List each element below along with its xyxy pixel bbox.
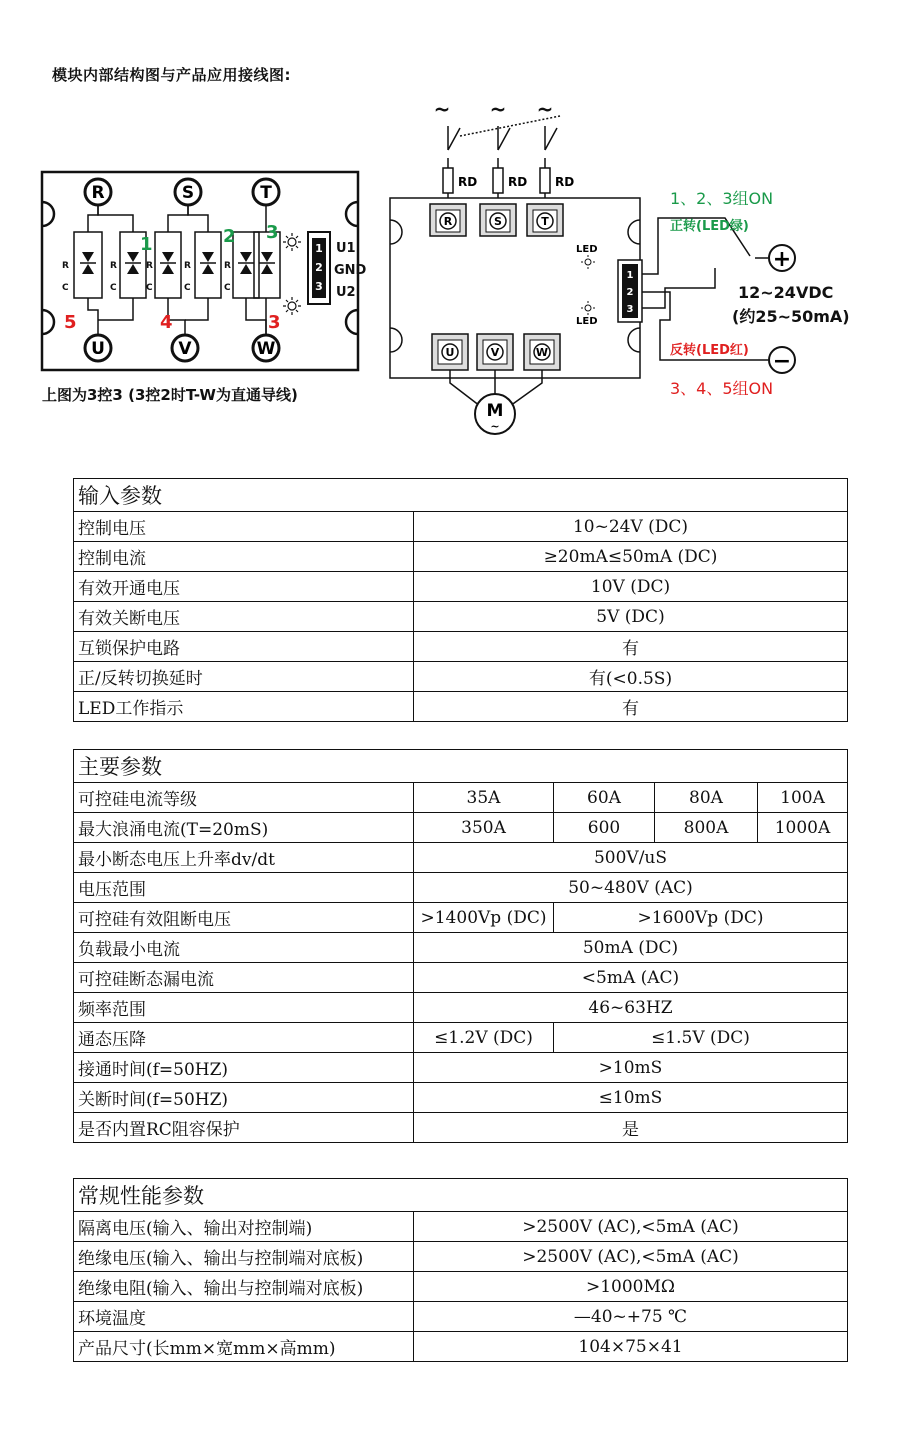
table-row: 关断时间(f=50HZ) ≤10mS	[74, 1083, 848, 1113]
terminal-t	[527, 204, 563, 236]
svg-text:3: 3	[315, 280, 323, 293]
group-number: 2	[223, 226, 236, 247]
forward-label: 正转(LED绿)	[670, 219, 749, 234]
internal-structure-diagram	[40, 170, 367, 375]
svg-text:V: V	[178, 339, 192, 359]
svg-text:C: C	[184, 283, 191, 293]
table-row: 控制电流 ≥20mA≤50mA (DC)	[74, 542, 848, 572]
svg-text:RD: RD	[458, 175, 478, 189]
svg-text:C: C	[62, 283, 69, 293]
table-row: 绝缘电压(输入、输出与控制端对底板) >2500V (AC),<5mA (AC)	[74, 1242, 848, 1272]
fuse-rd	[443, 168, 477, 193]
table-row: 负载最小电流 50mA (DC)	[74, 933, 848, 963]
control-connector	[618, 260, 642, 322]
fuse-rd	[493, 168, 527, 193]
svg-text:V: V	[490, 346, 500, 359]
table-row: 通态压降 ≤1.2V (DC) ≤1.5V (DC)	[74, 1023, 848, 1053]
terminal-s	[175, 179, 201, 205]
svg-text:R: R	[184, 261, 191, 271]
svg-text:T: T	[541, 215, 549, 228]
svg-text:RD: RD	[508, 175, 528, 189]
table-row: 有效开通电压 10V (DC)	[74, 572, 848, 602]
phase-symbols	[434, 97, 554, 121]
table-row: 可控硅断态漏电流 <5mA (AC)	[74, 963, 848, 993]
table-row: 电压范围 50~480V (AC)	[74, 873, 848, 903]
svg-text:~: ~	[489, 97, 507, 121]
svg-text:GND: GND	[334, 263, 367, 278]
terminal-s	[480, 204, 516, 236]
svg-text:−: −	[772, 349, 792, 374]
svg-text:C: C	[110, 283, 117, 293]
led-label: LED	[576, 316, 598, 327]
section-heading: 模块内部结构图与产品应用接线图:	[52, 66, 292, 84]
table-row: 正/反转切换延时 有(<0.5S)	[74, 662, 848, 692]
svg-text:~: ~	[490, 420, 500, 433]
table-row: 控制电压 10~24V (DC)	[74, 512, 848, 542]
table-row: 最大浪涌电流(T=20mS) 350A 600 800A 1000A	[74, 813, 848, 843]
group-number: 3	[268, 312, 281, 333]
terminal-t	[253, 179, 279, 205]
svg-text:W: W	[535, 346, 549, 359]
fuse-rd	[540, 168, 574, 193]
terminal-r	[430, 204, 466, 236]
voltage-label: 12~24VDC	[738, 283, 834, 302]
table-row: 可控硅电流等级 35A 60A 80A 100A	[74, 783, 848, 813]
svg-text:3: 3	[626, 304, 634, 315]
svg-text:R: R	[224, 261, 231, 271]
table-row: 产品尺寸(长mm×宽mm×高mm) 104×75×41	[74, 1332, 848, 1362]
table-row: 接通时间(f=50HZ) >10mS	[74, 1053, 848, 1083]
table-row: 频率范围 46~63HZ	[74, 993, 848, 1023]
svg-text:RD: RD	[555, 175, 575, 189]
svg-text:R: R	[443, 215, 453, 228]
svg-text:2: 2	[315, 261, 323, 274]
table-row: LED工作指示 有	[74, 692, 848, 722]
svg-text:S: S	[181, 183, 195, 203]
svg-text:U1: U1	[336, 241, 356, 256]
svg-text:W: W	[256, 339, 276, 359]
table-row: 绝缘电阻(输入、输出与控制端对底板) >1000MΩ	[74, 1272, 848, 1302]
pin-labels	[334, 241, 367, 300]
minus-terminal-icon	[769, 347, 795, 374]
reverse-groups-label: 3、4、5组ON	[670, 379, 774, 398]
group-number: 3	[266, 222, 279, 243]
svg-text:S: S	[494, 215, 502, 228]
group-number: 5	[64, 312, 77, 333]
forward-groups-label: 1、2、3组ON	[670, 189, 774, 208]
svg-text:+: +	[772, 247, 792, 272]
main-params-table	[73, 749, 848, 1143]
terminal-u	[432, 334, 468, 370]
svg-text:1: 1	[626, 270, 634, 281]
current-label: (约25~50mA)	[732, 307, 850, 326]
control-connector	[308, 232, 330, 304]
svg-text:R: R	[62, 261, 69, 271]
terminal-r	[85, 179, 111, 205]
terminal-v	[477, 334, 513, 370]
plus-terminal-icon	[769, 245, 795, 272]
table-row: 是否内置RC阻容保护 是	[74, 1113, 848, 1143]
svg-text:R: R	[146, 261, 153, 271]
table-row: 可控硅有效阻断电压 >1400Vp (DC) >1600Vp (DC)	[74, 903, 848, 933]
input-params-table	[73, 478, 848, 722]
svg-text:U: U	[445, 346, 455, 359]
table-row: 有效关断电压 5V (DC)	[74, 602, 848, 632]
led-label: LED	[576, 244, 598, 255]
svg-text:C: C	[224, 283, 231, 293]
reverse-label: 反转(LED红)	[670, 343, 749, 358]
terminal-w	[524, 334, 560, 370]
svg-text:1: 1	[315, 242, 323, 255]
table-row: 隔离电压(输入、输出对控制端) >2500V (AC),<5mA (AC)	[74, 1212, 848, 1242]
general-params-table	[73, 1178, 848, 1362]
svg-text:R: R	[110, 261, 117, 271]
diagram-caption: 上图为3控3 (3控2时T-W为直通导线)	[42, 386, 298, 404]
motor-icon	[475, 394, 515, 434]
svg-text:T: T	[260, 183, 272, 203]
svg-text:M: M	[486, 401, 504, 421]
section-title: 常规性能参数	[74, 1179, 848, 1212]
svg-text:U2: U2	[336, 285, 356, 300]
terminal-w	[253, 335, 279, 361]
svg-text:2: 2	[626, 287, 634, 298]
svg-text:C: C	[146, 283, 153, 293]
svg-text:~: ~	[536, 97, 554, 121]
terminal-u	[85, 335, 111, 361]
table-row: 互锁保护电路 有	[74, 632, 848, 662]
group-number: 4	[160, 312, 173, 333]
svg-text:R: R	[91, 183, 105, 203]
table-row: 环境温度 —40~+75 ℃	[74, 1302, 848, 1332]
section-title: 主要参数	[74, 750, 848, 783]
svg-text:~: ~	[433, 97, 451, 121]
terminal-v	[172, 335, 198, 361]
application-wiring-diagram	[380, 88, 880, 443]
group-number: 1	[140, 234, 153, 255]
svg-text:U: U	[91, 339, 105, 359]
table-row: 最小断态电压上升率dv/dt 500V/uS	[74, 843, 848, 873]
section-title: 输入参数	[74, 479, 848, 512]
